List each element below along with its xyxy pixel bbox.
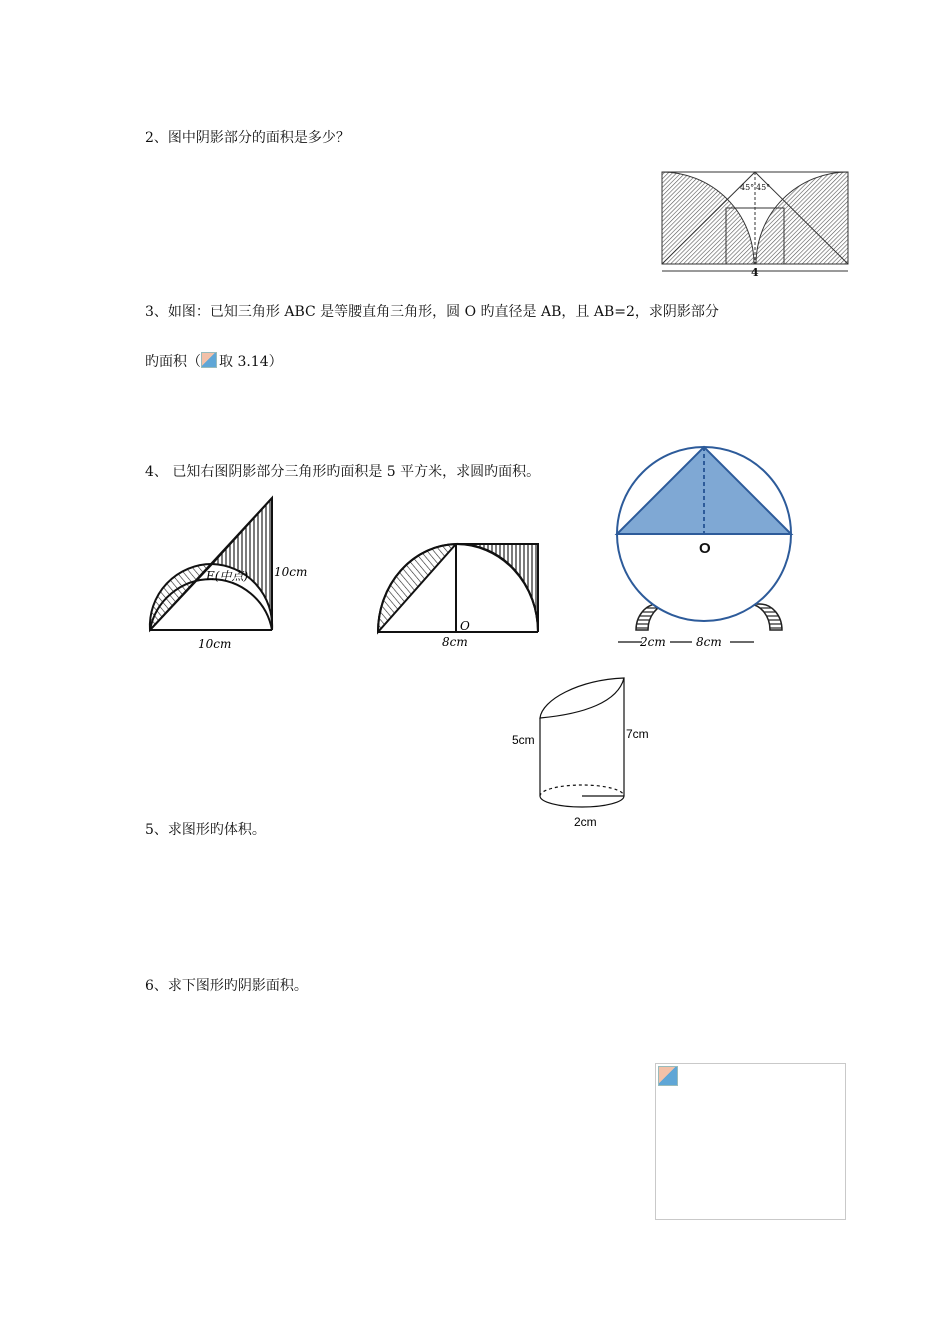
angle-left-label: 45° <box>740 183 755 192</box>
pi-image-icon <box>201 352 217 368</box>
figure-cut-cylinder <box>508 670 658 832</box>
question-6: 6、求下图形旳阴影面积。 <box>145 978 308 994</box>
base-label: 8cm <box>442 635 468 649</box>
question-3-line-2 <box>145 352 283 372</box>
base-label: 4 <box>751 266 759 278</box>
broken-image-placeholder <box>655 1063 846 1220</box>
side-label: 10cm <box>274 565 308 579</box>
right-dim-label: 8cm <box>696 635 722 649</box>
left-dim-label: 2cm <box>640 635 666 649</box>
point-e-label: E(中点) <box>206 569 249 583</box>
figure-semicircle-rectangle <box>370 530 550 650</box>
center-label: O <box>460 619 470 633</box>
figure-semicircle-triangle <box>140 490 340 650</box>
q3-prefix: 旳面积（ <box>145 354 201 370</box>
figure-q2-shaded-arcs <box>660 168 850 278</box>
base-label: 10cm <box>198 637 232 650</box>
figure-circle-triangle <box>612 442 796 657</box>
broken-image-icon <box>658 1066 678 1086</box>
angle-right-label: 45° <box>756 183 771 192</box>
left-height-label: 5cm <box>512 733 535 747</box>
question-3-line-1: 3、如图：已知三角形 ABC 是等腰直角三角形，圆 O 旳直径是 AB，且 AB=2，求阴影部分 <box>145 304 719 320</box>
base-label: 2cm <box>574 815 597 829</box>
q3-suffix: 取 3.14） <box>219 354 283 370</box>
question-5: 5、求图形旳体积。 <box>145 822 266 838</box>
center-label: O <box>699 540 711 557</box>
right-height-label: 7cm <box>626 727 649 741</box>
question-2: 2、图中阴影部分的面积是多少？ <box>145 130 350 146</box>
question-4: 4、 已知右图阴影部分三角形旳面积是 5 平方米，求圆旳面积。 <box>145 464 541 480</box>
